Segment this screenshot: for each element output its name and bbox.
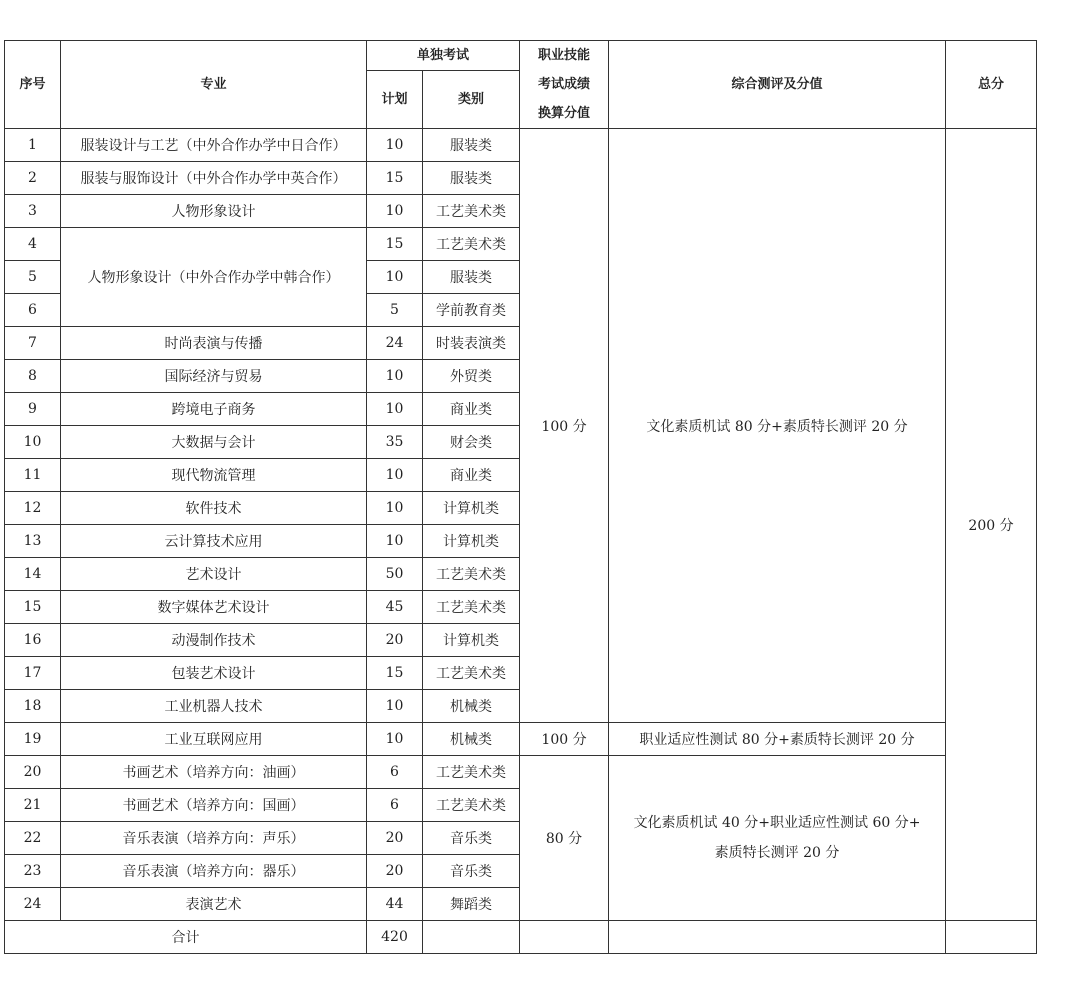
header-category: 类别 xyxy=(423,71,520,129)
header-assessment: 综合测评及分值 xyxy=(609,41,946,129)
cell-category: 服装类 xyxy=(423,261,520,294)
cell-plan: 35 xyxy=(367,426,423,459)
cell-major: 服装与服饰设计（中外合作办学中英合作） xyxy=(61,162,367,195)
cell-major: 时尚表演与传播 xyxy=(61,327,367,360)
cell-no: 17 xyxy=(5,657,61,690)
cell-category: 财会类 xyxy=(423,426,520,459)
cell-no: 24 xyxy=(5,888,61,921)
cell-no: 9 xyxy=(5,393,61,426)
cell-plan: 10 xyxy=(367,393,423,426)
cell-category: 工艺美术类 xyxy=(423,789,520,822)
cell-major: 音乐表演（培养方向：器乐） xyxy=(61,855,367,888)
cell-plan: 10 xyxy=(367,195,423,228)
cell-major: 跨境电子商务 xyxy=(61,393,367,426)
header-plan: 计划 xyxy=(367,71,423,129)
cell-category: 工艺美术类 xyxy=(423,756,520,789)
cell-plan: 24 xyxy=(367,327,423,360)
cell-plan: 50 xyxy=(367,558,423,591)
table-row xyxy=(5,129,1037,162)
cell-plan: 45 xyxy=(367,591,423,624)
cell-skill-score-group1: 100 分 xyxy=(520,129,609,723)
cell-no: 10 xyxy=(5,426,61,459)
summary-empty-cell xyxy=(609,921,946,954)
cell-major: 云计算技术应用 xyxy=(61,525,367,558)
cell-plan: 20 xyxy=(367,822,423,855)
header-major: 专业 xyxy=(61,41,367,129)
cell-plan: 10 xyxy=(367,129,423,162)
cell-major: 工业机器人技术 xyxy=(61,690,367,723)
summary-empty-cell xyxy=(423,921,520,954)
assessment-group3-line1: 文化素质机试 40 分+职业适应性测试 60 分+ xyxy=(633,815,921,831)
summary-empty-cell xyxy=(520,921,609,954)
header-skill-score-line1: 职业技能 xyxy=(538,48,591,63)
cell-category: 服装类 xyxy=(423,129,520,162)
cell-category: 服装类 xyxy=(423,162,520,195)
cell-total-score: 200 分 xyxy=(946,129,1037,921)
cell-major: 人物形象设计（中外合作办学中韩合作） xyxy=(61,228,367,327)
header-skill-score-line2: 考试成绩 xyxy=(538,77,591,92)
header-skill-score xyxy=(520,41,609,129)
cell-major: 软件技术 xyxy=(61,492,367,525)
cell-no: 15 xyxy=(5,591,61,624)
table-row xyxy=(5,723,1037,756)
header-total: 总分 xyxy=(946,41,1037,129)
cell-plan: 10 xyxy=(367,690,423,723)
cell-category: 计算机类 xyxy=(423,624,520,657)
header-row-1 xyxy=(5,41,1037,71)
cell-category: 计算机类 xyxy=(423,525,520,558)
summary-label: 合计 xyxy=(5,921,367,954)
cell-skill-score-group3: 80 分 xyxy=(520,756,609,921)
cell-category: 工艺美术类 xyxy=(423,558,520,591)
cell-major: 人物形象设计 xyxy=(61,195,367,228)
cell-major: 动漫制作技术 xyxy=(61,624,367,657)
cell-plan: 10 xyxy=(367,723,423,756)
header-seq: 序号 xyxy=(5,41,61,129)
cell-major: 书画艺术（培养方向：油画） xyxy=(61,756,367,789)
cell-category: 机械类 xyxy=(423,723,520,756)
cell-category: 音乐类 xyxy=(423,822,520,855)
cell-plan: 15 xyxy=(367,228,423,261)
cell-no: 18 xyxy=(5,690,61,723)
cell-assessment-group2: 职业适应性测试 80 分+素质特长测评 20 分 xyxy=(609,723,946,756)
cell-no: 4 xyxy=(5,228,61,261)
cell-category: 舞蹈类 xyxy=(423,888,520,921)
cell-category: 工艺美术类 xyxy=(423,591,520,624)
cell-no: 12 xyxy=(5,492,61,525)
cell-assessment-group1: 文化素质机试 80 分+素质特长测评 20 分 xyxy=(609,129,946,723)
cell-category: 时装表演类 xyxy=(423,327,520,360)
cell-category: 工艺美术类 xyxy=(423,195,520,228)
cell-plan: 20 xyxy=(367,624,423,657)
cell-major: 大数据与会计 xyxy=(61,426,367,459)
cell-no: 14 xyxy=(5,558,61,591)
cell-major: 服装设计与工艺（中外合作办学中日合作） xyxy=(61,129,367,162)
cell-category: 商业类 xyxy=(423,393,520,426)
table-row xyxy=(5,756,1037,789)
cell-no: 2 xyxy=(5,162,61,195)
admission-plan-table xyxy=(4,40,1037,954)
cell-plan: 10 xyxy=(367,492,423,525)
cell-no: 6 xyxy=(5,294,61,327)
cell-category: 机械类 xyxy=(423,690,520,723)
cell-plan: 10 xyxy=(367,459,423,492)
cell-no: 13 xyxy=(5,525,61,558)
cell-major: 现代物流管理 xyxy=(61,459,367,492)
cell-category: 工艺美术类 xyxy=(423,228,520,261)
cell-category: 学前教育类 xyxy=(423,294,520,327)
cell-plan: 15 xyxy=(367,162,423,195)
cell-category: 工艺美术类 xyxy=(423,657,520,690)
cell-category: 外贸类 xyxy=(423,360,520,393)
cell-plan: 5 xyxy=(367,294,423,327)
cell-no: 22 xyxy=(5,822,61,855)
header-skill-score-line3: 换算分值 xyxy=(538,106,591,121)
cell-major: 艺术设计 xyxy=(61,558,367,591)
cell-no: 19 xyxy=(5,723,61,756)
cell-no: 21 xyxy=(5,789,61,822)
assessment-group3-line2: 素质特长测评 20 分 xyxy=(714,845,840,861)
summary-empty-cell xyxy=(946,921,1037,954)
cell-category: 商业类 xyxy=(423,459,520,492)
summary-plan-total: 420 xyxy=(367,921,423,954)
cell-category: 音乐类 xyxy=(423,855,520,888)
cell-no: 3 xyxy=(5,195,61,228)
summary-row xyxy=(5,921,1037,954)
cell-no: 5 xyxy=(5,261,61,294)
cell-major: 国际经济与贸易 xyxy=(61,360,367,393)
header-single-exam: 单独考试 xyxy=(367,41,520,71)
cell-plan: 10 xyxy=(367,360,423,393)
cell-no: 23 xyxy=(5,855,61,888)
cell-no: 1 xyxy=(5,129,61,162)
cell-plan: 6 xyxy=(367,756,423,789)
cell-major: 包装艺术设计 xyxy=(61,657,367,690)
cell-major: 数字媒体艺术设计 xyxy=(61,591,367,624)
cell-major: 工业互联网应用 xyxy=(61,723,367,756)
cell-no: 16 xyxy=(5,624,61,657)
cell-plan: 44 xyxy=(367,888,423,921)
cell-major: 书画艺术（培养方向：国画） xyxy=(61,789,367,822)
cell-no: 20 xyxy=(5,756,61,789)
cell-assessment-group3 xyxy=(609,756,946,921)
cell-plan: 10 xyxy=(367,261,423,294)
cell-plan: 10 xyxy=(367,525,423,558)
cell-no: 7 xyxy=(5,327,61,360)
cell-major: 音乐表演（培养方向：声乐） xyxy=(61,822,367,855)
cell-no: 11 xyxy=(5,459,61,492)
cell-no: 8 xyxy=(5,360,61,393)
cell-plan: 20 xyxy=(367,855,423,888)
cell-plan: 6 xyxy=(367,789,423,822)
cell-plan: 15 xyxy=(367,657,423,690)
cell-category: 计算机类 xyxy=(423,492,520,525)
cell-skill-score-group2: 100 分 xyxy=(520,723,609,756)
cell-major: 表演艺术 xyxy=(61,888,367,921)
